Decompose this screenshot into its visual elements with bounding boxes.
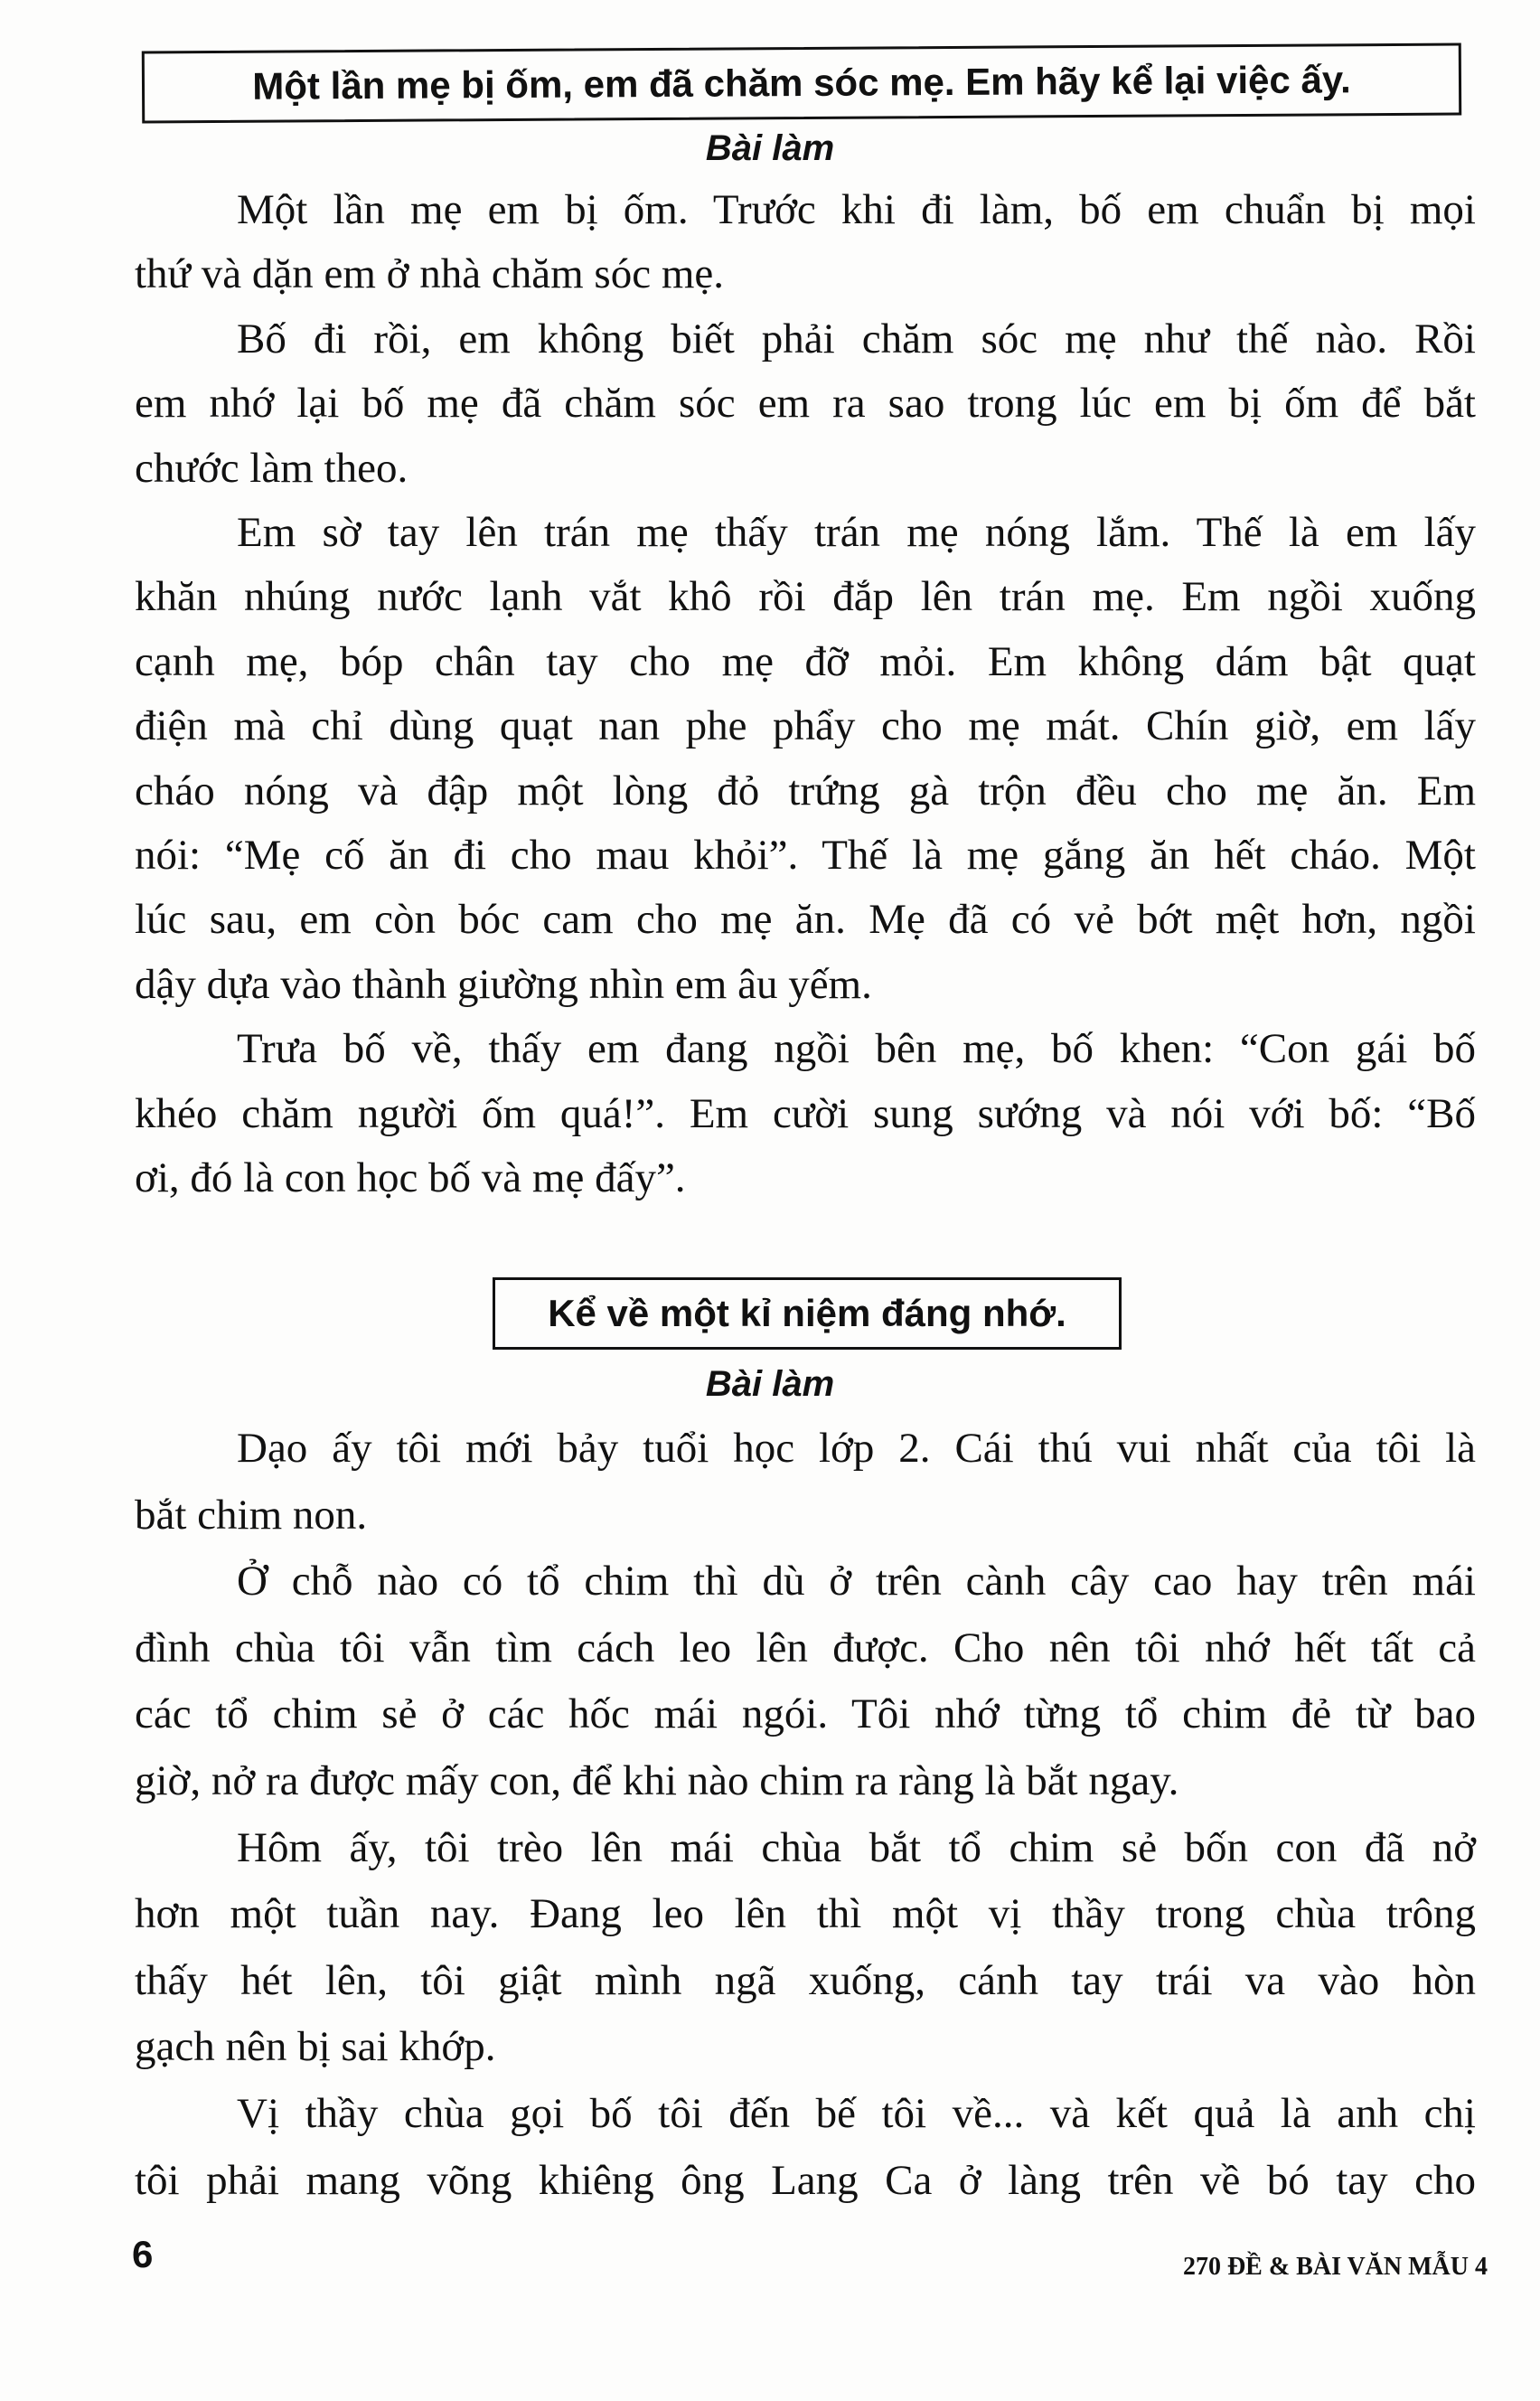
book-title: 270 ĐỀ & BÀI VĂN MẪU 4 <box>1182 2253 1488 2281</box>
paragraph-line: Vị thầy chùa gọi bố tôi đến bế tôi về... và kết quả là anh chị <box>237 2090 1476 2137</box>
paragraph-line: các tổ chim sẻ ở các hốc mái ngói. Tôi nhớ từng tổ chim đẻ từ bao <box>135 1690 1476 1737</box>
paragraph-line: Bố đi rồi, em không biết phải chăm sóc mẹ như thế nào. Rồi <box>237 315 1476 363</box>
paragraph-line: em nhớ lại bố mẹ đã chăm sóc em ra sao trong lúc em bị ốm để bắt <box>135 380 1476 427</box>
paragraph-line: đình chùa tôi vẫn tìm cách leo lên được. Cho nên tôi nhớ hết tất cả <box>135 1624 1476 1671</box>
section-1-subtitle: Bài làm <box>705 128 835 168</box>
paragraph-line: chước làm theo. <box>135 445 408 492</box>
paragraph-line: giờ, nở ra được mấy con, để khi nào chim ra ràng là bắt ngay. <box>135 1757 1179 1804</box>
section-2-subtitle: Bài làm <box>705 1364 835 1404</box>
paragraph-line: điện mà chỉ dùng quạt nan phe phẩy cho mẹ mát. Chín giờ, em lấy <box>135 702 1476 749</box>
paragraph-line: nói: “Mẹ cố ăn đi cho mau khỏi”. Thế là mẹ gắng ăn hết cháo. Một <box>135 832 1476 879</box>
paragraph-line: Ở chỗ nào có tổ chim thì dù ở trên cành cây cao hay trên mái <box>237 1558 1476 1605</box>
paragraph-line: khăn nhúng nước lạnh vắt khô rồi đắp lên trán mẹ. Em ngồi xuống <box>135 573 1476 620</box>
page-number: 6 <box>132 2233 154 2275</box>
section-1-title: Một lần mẹ bị ốm, em đã chăm sóc mẹ. Em hãy kể lại việc ấy. <box>252 58 1351 108</box>
paragraph-line: hơn một tuần nay. Đang leo lên thì một vị thầy trong chùa trông <box>135 1890 1476 1937</box>
paragraph-line: thấy hét lên, tôi giật mình ngã xuống, cánh tay trái va vào hòn <box>135 1957 1476 2004</box>
section-2-title: Kể về một kỉ niệm đáng nhớ. <box>548 1292 1066 1334</box>
paragraph-line: khéo chăm người ốm quá!”. Em cười sung sướng và nói với bố: “Bố <box>135 1090 1476 1137</box>
paragraph-line: lúc sau, em còn bóc cam cho mẹ ăn. Mẹ đã có vẻ bớt mệt hơn, ngồi <box>135 896 1476 943</box>
section-2-title-box <box>493 1277 1122 1350</box>
paragraph-line: cạnh mẹ, bóp chân tay cho mẹ đỡ mỏi. Em không dám bật quạt <box>135 638 1476 685</box>
paragraph-line: ơi, đó là con học bố và mẹ đấy”. <box>135 1154 686 1201</box>
paragraph-line: dậy dựa vào thành giường nhìn em âu yếm. <box>135 961 872 1008</box>
paragraph-line: Em sờ tay lên trán mẹ thấy trán mẹ nóng lắm. Thế là em lấy <box>237 509 1476 556</box>
paragraph-line: Dạo ấy tôi mới bảy tuổi học lớp 2. Cái thú vui nhất của tôi là <box>237 1425 1476 1472</box>
paragraph-line: Trưa bố về, thấy em đang ngồi bên mẹ, bố khen: “Con gái bố <box>237 1025 1476 1072</box>
paragraph-line: Hôm ấy, tôi trèo lên mái chùa bắt tổ chim sẻ bốn con đã nở <box>237 1824 1476 1871</box>
paragraph-line: Một lần mẹ em bị ốm. Trước khi đi làm, bố em chuẩn bị mọi <box>237 186 1476 233</box>
paragraph-line: cháo nóng và đập một lòng đỏ trứng gà trộn đều cho mẹ ăn. Em <box>135 767 1476 814</box>
paragraph-line: tôi phải mang võng khiêng ông Lang Ca ở làng trên về bó tay cho <box>135 2157 1476 2204</box>
section-1-title-box <box>142 43 1461 124</box>
paragraph-line: thứ và dặn em ở nhà chăm sóc mẹ. <box>135 250 724 297</box>
paragraph-line: gạch nên bị sai khớp. <box>135 2023 496 2070</box>
paragraph-line: bắt chim non. <box>135 1492 368 1539</box>
